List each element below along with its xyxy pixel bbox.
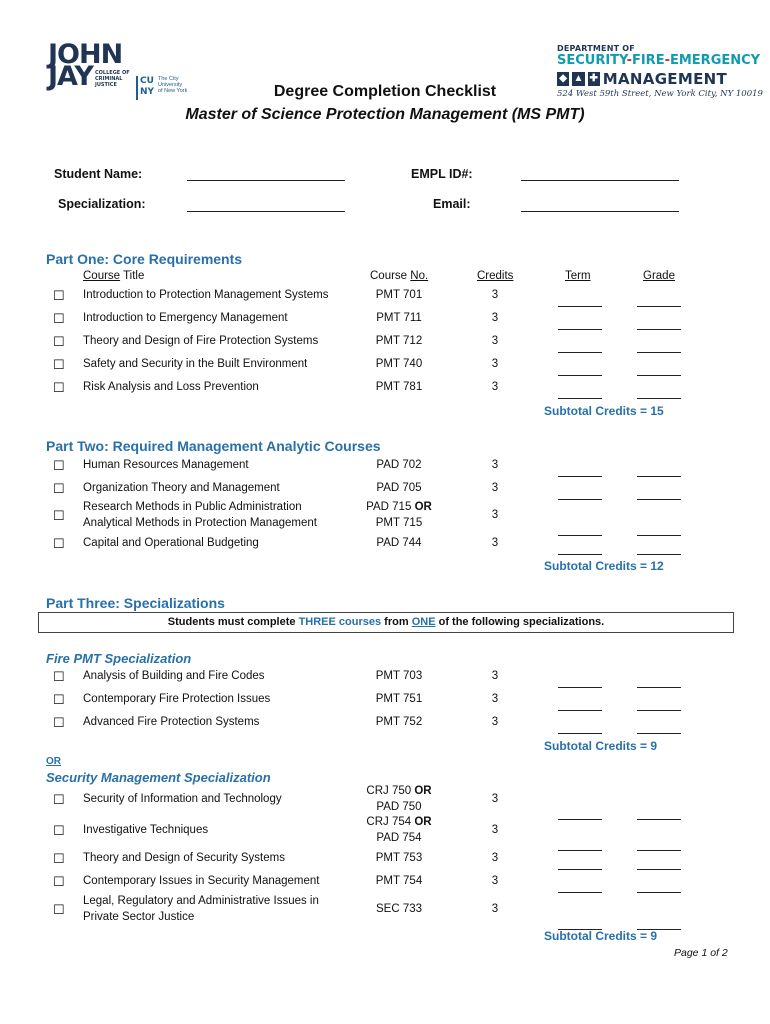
- grade-field[interactable]: [637, 329, 681, 330]
- page-subtitle: Master of Science Protection Management (MS PMT): [185, 106, 585, 123]
- specialization-label: Specialization:: [58, 197, 146, 211]
- row-checkbox[interactable]: ☐: [53, 380, 65, 395]
- specialization-notice: Students must complete THREE courses from ONE of the following specializations.: [38, 612, 734, 633]
- grade-field[interactable]: [637, 499, 681, 500]
- grade-field[interactable]: [637, 710, 681, 711]
- course-number: PAD 744: [376, 537, 422, 549]
- row-checkbox[interactable]: ☐: [53, 851, 65, 866]
- row-checkbox[interactable]: ☐: [53, 334, 65, 349]
- logo-word-john: JOHN: [48, 39, 123, 70]
- course-number: PMT 701: [375, 289, 423, 301]
- course-number: CRJ 754 OR: [366, 816, 432, 828]
- course-credits: 3: [491, 358, 499, 370]
- dept-fire: FIRE: [631, 53, 665, 68]
- course-title: Introduction to Protection Management Systems: [83, 289, 329, 301]
- course-title: Analysis of Building and Fire Codes: [83, 670, 265, 682]
- row-checkbox[interactable]: ☐: [53, 508, 65, 523]
- row-checkbox[interactable]: ☐: [53, 792, 65, 807]
- course-credits: 3: [491, 289, 499, 301]
- row-checkbox[interactable]: ☐: [53, 458, 65, 473]
- course-credits: 3: [491, 824, 499, 836]
- course-credits: 3: [491, 716, 499, 728]
- course-title-line2: Analytical Methods in Protection Management: [83, 517, 317, 529]
- grade-field[interactable]: [637, 352, 681, 353]
- row-checkbox[interactable]: ☐: [53, 823, 65, 838]
- row-checkbox[interactable]: ☐: [53, 288, 65, 303]
- grade-field[interactable]: [637, 687, 681, 688]
- course-credits: 3: [491, 335, 499, 347]
- part-one-subtotal: Subtotal Credits = 15: [544, 404, 664, 418]
- course-number: PAD 715 OR: [366, 501, 432, 513]
- course-title: Theory and Design of Security Systems: [83, 852, 285, 864]
- header-term: Term: [565, 270, 591, 282]
- cuny-text: The City University of New York: [158, 76, 188, 94]
- course-credits: 3: [491, 537, 499, 549]
- grade-field[interactable]: [637, 819, 681, 820]
- course-credits: 3: [491, 693, 499, 705]
- course-credits: 3: [491, 875, 499, 887]
- email-field[interactable]: [521, 211, 679, 212]
- row-checkbox[interactable]: ☐: [53, 715, 65, 730]
- term-field[interactable]: [558, 710, 602, 711]
- course-number: PAD 702: [376, 459, 422, 471]
- dept-address: 524 West 59th Street, New York City, NY 10019: [557, 89, 763, 99]
- grade-field[interactable]: [637, 535, 681, 536]
- grade-field[interactable]: [637, 733, 681, 734]
- fire-subtotal: Subtotal Credits = 9: [544, 739, 658, 753]
- term-field[interactable]: [558, 375, 602, 376]
- term-field[interactable]: [558, 819, 602, 820]
- course-title: Contemporary Issues in Security Management: [83, 875, 320, 887]
- row-checkbox[interactable]: ☐: [53, 357, 65, 372]
- header-credits: Credits: [477, 270, 514, 282]
- header-grade: Grade: [643, 270, 675, 282]
- term-field[interactable]: [558, 476, 602, 477]
- course-title: Advanced Fire Protection Systems: [83, 716, 260, 728]
- course-number: PAD 705: [376, 482, 422, 494]
- part-one-heading: Part One: Core Requirements: [46, 251, 243, 267]
- row-checkbox[interactable]: ☐: [53, 874, 65, 889]
- term-field[interactable]: [558, 554, 602, 555]
- course-title: Research Methods in Public Administration: [83, 501, 302, 513]
- grade-field[interactable]: [637, 892, 681, 893]
- term-field[interactable]: [558, 733, 602, 734]
- security-spec-heading: Security Management Specialization: [46, 770, 271, 785]
- row-checkbox[interactable]: ☐: [53, 481, 65, 496]
- course-credits: 3: [491, 459, 499, 471]
- row-checkbox[interactable]: ☐: [53, 692, 65, 707]
- term-field[interactable]: [558, 687, 602, 688]
- course-number: SEC 733: [375, 903, 423, 915]
- row-checkbox[interactable]: ☐: [53, 669, 65, 684]
- grade-field[interactable]: [637, 476, 681, 477]
- dept-top: DEPARTMENT OF: [557, 44, 635, 53]
- page-title: Degree Completion Checklist: [273, 83, 497, 100]
- course-title: Organization Theory and Management: [83, 482, 280, 494]
- cuny-logo: CU NY: [136, 76, 162, 100]
- dept-security: SECURITY: [557, 53, 627, 68]
- course-number-alt: PMT 715: [375, 517, 423, 529]
- header-course-title: Course Title: [83, 270, 145, 282]
- course-number: PMT 752: [375, 716, 423, 728]
- course-credits: 3: [491, 312, 499, 324]
- empl-id-label: EMPL ID#:: [411, 167, 473, 181]
- course-title: Capital and Operational Budgeting: [83, 537, 259, 549]
- logo-college-text: COLLEGE OF CRIMINAL JUSTICE: [95, 70, 130, 88]
- term-field[interactable]: [558, 850, 602, 851]
- or-label: OR: [46, 756, 61, 767]
- fire-spec-heading: Fire PMT Specialization: [46, 651, 192, 666]
- course-title: Introduction to Emergency Management: [83, 312, 288, 324]
- grade-field[interactable]: [637, 850, 681, 851]
- course-credits: 3: [491, 793, 499, 805]
- course-number: CRJ 750 OR: [366, 785, 432, 797]
- term-field[interactable]: [558, 535, 602, 536]
- grade-field[interactable]: [637, 398, 681, 399]
- grade-field[interactable]: [637, 375, 681, 376]
- course-number: PMT 754: [375, 875, 423, 887]
- row-checkbox[interactable]: ☐: [53, 311, 65, 326]
- course-credits: 3: [491, 852, 499, 864]
- student-name-label: Student Name:: [54, 167, 143, 181]
- course-title: Contemporary Fire Protection Issues: [83, 693, 271, 705]
- specialization-field[interactable]: [187, 211, 345, 212]
- term-field[interactable]: [558, 499, 602, 500]
- cross-icon: ✚: [589, 73, 598, 84]
- course-title-line2: Private Sector Justice: [83, 911, 195, 923]
- course-credits: 3: [491, 509, 499, 521]
- term-field[interactable]: [558, 892, 602, 893]
- course-number: PMT 740: [375, 358, 423, 370]
- term-field[interactable]: [558, 869, 602, 870]
- dept-emergency: EMERGENCY: [669, 53, 761, 68]
- dept-management: MANAGEMENT: [602, 70, 728, 88]
- dept-main: SECURITY-FIRE-EMERGENCY: [557, 53, 761, 68]
- logo-word-jay: JAY: [48, 61, 93, 92]
- security-subtotal: Subtotal Credits = 9: [544, 929, 658, 943]
- course-number-alt: PAD 750: [376, 801, 422, 813]
- term-field[interactable]: [558, 306, 602, 307]
- term-field[interactable]: [558, 352, 602, 353]
- course-title: Investigative Techniques: [83, 824, 209, 836]
- part-two-heading: Part Two: Required Management Analytic Courses: [46, 438, 381, 454]
- term-field[interactable]: [558, 398, 602, 399]
- course-title: Security of Information and Technology: [83, 793, 282, 805]
- course-credits: 3: [491, 903, 499, 915]
- course-number: PMT 781: [375, 381, 423, 393]
- email-label: Email:: [433, 197, 471, 211]
- course-credits: 3: [491, 482, 499, 494]
- term-field[interactable]: [558, 329, 602, 330]
- course-number: PMT 712: [375, 335, 423, 347]
- course-title: Risk Analysis and Loss Prevention: [83, 381, 259, 393]
- shield-icon: ◆: [557, 72, 569, 86]
- student-name-field[interactable]: [187, 180, 345, 181]
- course-title: Human Resources Management: [83, 459, 249, 471]
- empl-id-field[interactable]: [521, 180, 679, 181]
- grade-field[interactable]: [637, 306, 681, 307]
- course-number: PMT 703: [375, 670, 423, 682]
- course-credits: 3: [491, 670, 499, 682]
- course-title: Legal, Regulatory and Administrative Issues in: [83, 895, 319, 907]
- course-number: PMT 751: [375, 693, 423, 705]
- course-credits: 3: [491, 381, 499, 393]
- row-checkbox[interactable]: ☐: [53, 902, 65, 917]
- course-number: PMT 753: [375, 852, 423, 864]
- part-two-subtotal: Subtotal Credits = 12: [544, 559, 664, 573]
- course-title: Theory and Design of Fire Protection Systems: [83, 335, 319, 347]
- part-three-heading: Part Three: Specializations: [46, 595, 225, 611]
- row-checkbox[interactable]: ☐: [53, 536, 65, 551]
- course-number: PMT 711: [376, 312, 422, 324]
- grade-field[interactable]: [637, 554, 681, 555]
- header-course-no: Course No.: [370, 270, 429, 282]
- course-number-alt: PAD 754: [376, 832, 422, 844]
- page-number: Page 1 of 2: [674, 947, 728, 959]
- course-title: Safety and Security in the Built Environment: [83, 358, 308, 370]
- grade-field[interactable]: [637, 869, 681, 870]
- fire-icon: ▲: [573, 73, 584, 84]
